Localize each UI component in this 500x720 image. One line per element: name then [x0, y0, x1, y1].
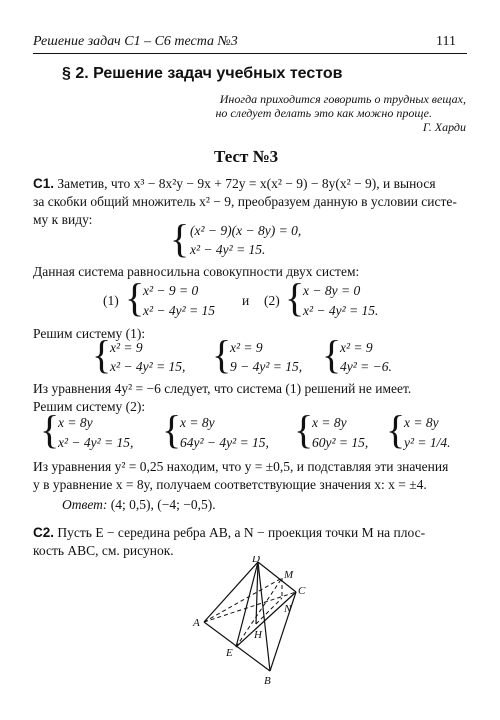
- brace-sys2: {: [285, 275, 305, 320]
- label-A: A: [193, 617, 200, 629]
- label-E: E: [226, 647, 233, 659]
- sys2-label: (2): [264, 293, 280, 308]
- header-rule: [33, 53, 467, 54]
- page-number: 111: [436, 34, 456, 49]
- s1-a-eq-1: x² = 9: [110, 340, 143, 355]
- s1-a-eq-2: x² − 4y² = 15,: [110, 359, 186, 374]
- and-word: и: [242, 293, 250, 308]
- test-title: Тест №3: [214, 147, 279, 166]
- brace-s2-b: {: [162, 407, 182, 452]
- system-main-eq-1: (x² − 9)(x − 8y) = 0,: [190, 223, 302, 238]
- c1-intro: [33, 175, 436, 193]
- sys1-label: (1): [103, 293, 119, 308]
- equiv-text: Данная система равносильна совокупности двух систем:: [33, 264, 360, 279]
- s2-d-eq-2: y² = 1/4.: [404, 435, 451, 450]
- epigraph-line-2: но следует делать это как можно проще.: [215, 106, 432, 120]
- section-title: § 2. Решение задач учебных тестов: [62, 65, 343, 82]
- s1-b-eq-1: x² = 9: [230, 340, 263, 355]
- c1-intro-text: Заметив, что x³ − 8x²y − 9x + 72y = x(x² − 9) − 8y(x² − 9), и вынося: [57, 176, 436, 191]
- c1-label: С1.: [33, 176, 55, 191]
- label-D: D: [252, 556, 260, 565]
- conclusion-1: Из уравнения 4y² = −6 следует, что система (1) решений не имеет.: [33, 381, 412, 396]
- c1-intro-line-2: за скобки общий множитель x² − 9, преобразуем данную в условии систе-: [33, 194, 457, 209]
- epigraph-author: Г. Харди: [422, 120, 466, 134]
- c2-text: Пусть E − середина ребра AB, а N − проекция точки M на плос-: [57, 525, 426, 540]
- answer: [62, 496, 216, 514]
- system-main-eq-2: x² − 4y² = 15.: [190, 242, 266, 257]
- conclusion-2-line-2: y в уравнение x = 8y, получаем соответствующие значения x: x = ±4.: [33, 477, 427, 492]
- s2-c-eq-1: x = 8y: [312, 415, 347, 430]
- running-title: Решение задач С1 – С6 теста №3: [33, 34, 238, 49]
- epigraph-line-1: Иногда приходится говорить о трудных вещах,: [219, 92, 466, 106]
- c1-intro-line-3: му к виду:: [33, 212, 93, 227]
- conclusion-2-line-1: Из уравнения y² = 0,25 находим, что y = ±0,5, и подставляя эти значения: [33, 459, 449, 474]
- s1-c-eq-1: x² = 9: [340, 340, 373, 355]
- s2-d-eq-1: x = 8y: [404, 415, 439, 430]
- label-B: B: [264, 675, 271, 686]
- s2-b-eq-1: x = 8y: [180, 415, 215, 430]
- brace-s1-b: {: [212, 332, 232, 377]
- s2-c-eq-2: 60y² = 15,: [312, 435, 369, 450]
- c2-text-line-1: [33, 524, 425, 542]
- label-H: H: [254, 629, 262, 641]
- s1-c-eq-2: 4y² = −6.: [340, 359, 392, 374]
- pyramid-figure: [190, 556, 340, 686]
- sys2-eq-1: x − 8y = 0: [303, 283, 361, 298]
- solve1-text: Решим систему (1):: [33, 326, 146, 341]
- s2-a-eq-2: x² − 4y² = 15,: [58, 435, 134, 450]
- brace-s2-c: {: [294, 407, 314, 452]
- c2-label: С2.: [33, 525, 55, 540]
- label-C: C: [298, 585, 306, 597]
- brace-s2-d: {: [386, 407, 406, 452]
- s1-b-eq-2: 9 − 4y² = 15,: [230, 359, 303, 374]
- c2-text-line-2: кость ABC, см. рисунок.: [33, 543, 174, 558]
- brace-s1-c: {: [322, 332, 342, 377]
- solve2-text: Решим систему (2):: [33, 399, 146, 414]
- sys2-eq-2: x² − 4y² = 15.: [303, 303, 379, 318]
- brace-s1-a: {: [92, 332, 112, 377]
- brace-sys1: {: [125, 275, 145, 320]
- s2-a-eq-1: x = 8y: [58, 415, 93, 430]
- label-N: N: [284, 603, 292, 615]
- label-M: M: [284, 569, 294, 581]
- answer-label: Ответ:: [62, 497, 108, 512]
- sys1-eq-2: x² − 4y² = 15: [143, 303, 216, 318]
- sys1-eq-1: x² − 9 = 0: [143, 283, 199, 298]
- brace-s2-a: {: [40, 407, 60, 452]
- answer-value: (4; 0,5), (−4; −0,5).: [110, 497, 216, 512]
- brace-main: {: [170, 216, 190, 261]
- s2-b-eq-2: 64y² − 4y² = 15,: [180, 435, 269, 450]
